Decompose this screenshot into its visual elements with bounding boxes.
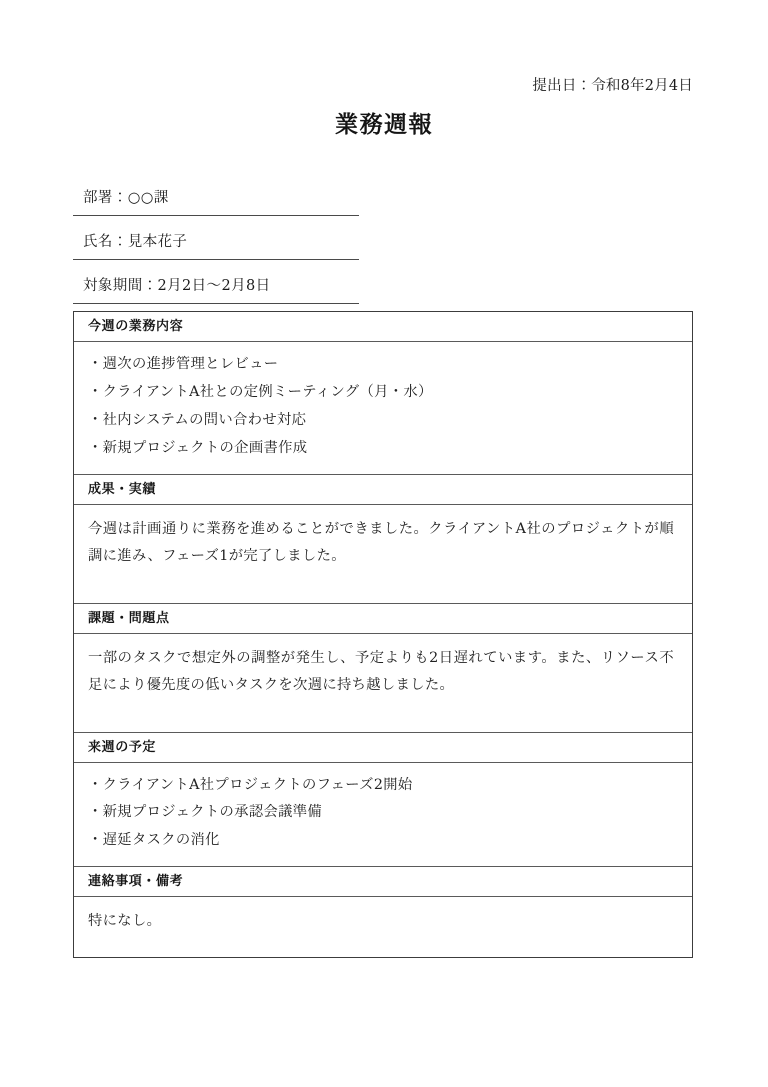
paragraph: 特になし。 <box>88 913 162 930</box>
section-notes-heading: 連絡事項・備考 <box>74 867 692 897</box>
field-department[interactable] <box>73 172 359 216</box>
field-employee-name-text: 氏名：見本花子 <box>83 234 188 250</box>
paragraph: 今週は計画通りに業務を進めることができました。クライアントA社のプロジェクトが順調に進み、フェーズ1が完了しました。 <box>88 520 674 565</box>
list-item: ・クライアントA社との定例ミーティング（月・水） <box>88 383 433 400</box>
section-weekly-work-body <box>74 342 692 474</box>
section-notes <box>74 867 692 957</box>
section-issues-heading: 課題・問題点 <box>74 604 692 634</box>
report-table <box>73 311 693 958</box>
list-item: ・週次の進捗管理とレビュー <box>88 356 279 372</box>
list-item: ・遅延タスクの消化 <box>88 832 220 849</box>
section-results <box>74 475 692 604</box>
section-issues-body <box>74 634 692 732</box>
section-results-body <box>74 505 692 603</box>
field-target-period-rule <box>73 303 359 304</box>
section-next-week-heading: 来週の予定 <box>74 733 692 763</box>
field-department-text: 部署：○○課 <box>83 190 169 206</box>
header-fields <box>73 172 359 304</box>
section-weekly-work <box>74 312 692 475</box>
list-item: ・新規プロジェクトの承認会議準備 <box>88 804 323 821</box>
submission-date: 提出日：令和8年2月4日 <box>532 78 693 94</box>
field-employee-name[interactable] <box>73 216 359 260</box>
field-target-period-text: 対象期間：2月2日〜2月8日 <box>83 278 271 294</box>
section-results-heading: 成果・実績 <box>74 475 692 505</box>
list-item: ・社内システムの問い合わせ対応 <box>88 411 307 428</box>
section-issues <box>74 604 692 733</box>
section-notes-body <box>74 897 692 957</box>
field-target-period[interactable] <box>73 260 359 304</box>
list-item: ・クライアントA社プロジェクトのフェーズ2開始 <box>88 776 413 793</box>
section-next-week <box>74 733 692 868</box>
list-item: ・新規プロジェクトの企画書作成 <box>88 439 308 456</box>
section-weekly-work-heading: 今週の業務内容 <box>74 312 692 342</box>
page-title: 業務週報 <box>335 111 433 138</box>
paragraph: 一部のタスクで想定外の調整が発生し、予定よりも2日遅れています。また、リソース不足により優先度の低いタスクを次週に持ち越しました。 <box>88 649 674 694</box>
section-next-week-body <box>74 763 692 867</box>
